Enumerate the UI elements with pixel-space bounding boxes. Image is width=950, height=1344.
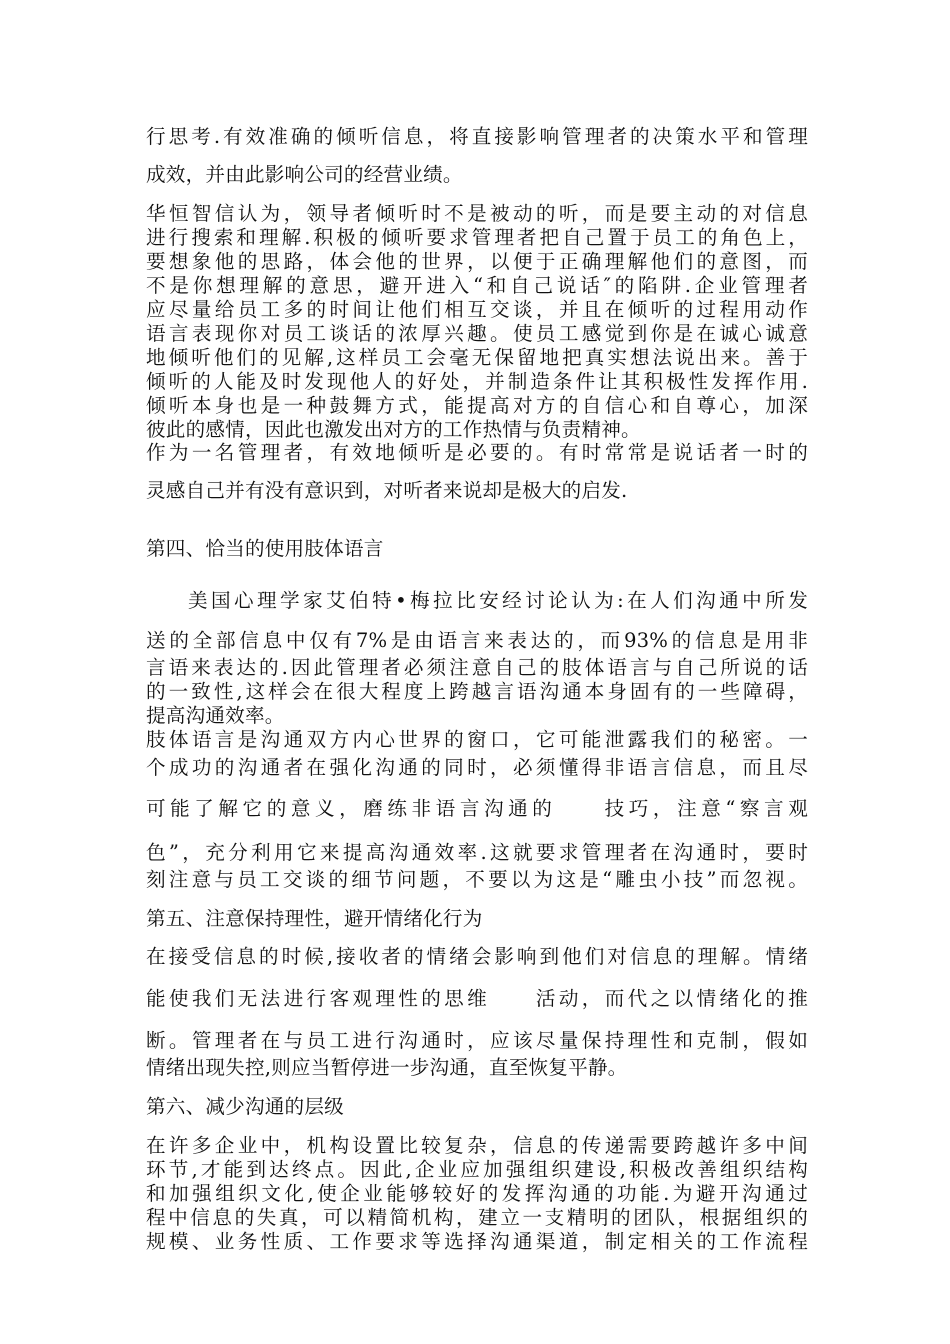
paragraph-body-language-skill <box>146 790 808 828</box>
text-line: 刻注意与员工交谈的细节问题，不要以为这是“雕虫小技”而忽视。 <box>146 868 808 891</box>
paragraph-communication-levels <box>146 1134 808 1254</box>
text-line: 程中信息的失真，可以精简机构，建立一支精明的团队，根据组织的 <box>146 1206 808 1229</box>
text-line: 灵感自己并有没有意识到，对听者来说却是极大的启发. <box>146 479 628 502</box>
paragraph-active-listening <box>146 202 808 442</box>
text-line: 进行搜索和理解.积极的倾听要求管理者把自己置于员工的角色上， <box>146 226 808 249</box>
paragraph-listening-effect <box>146 118 808 194</box>
text-line: 不是你想理解的意思，避开进入“和自己说话″的陷阱.企业管理者 <box>146 274 808 297</box>
text-line: 彼此的感情，因此也激发出对方的工作热情与负责精神。 <box>146 418 641 441</box>
text-line: 送的全部信息中仅有7%是由语言来表达的，而93%的信息是用非 <box>146 629 808 652</box>
text-line: 语言表现你对员工谈话的浓厚兴趣。使员工感觉到你是在诚心诚意 <box>146 322 808 345</box>
text-line: 肢体语言是沟通双方内心世界的窗口，它可能泄露我们的秘密。一 <box>146 728 808 751</box>
text-line: 言语来表达的.因此管理者必须注意自己的肢体语言与自己所说的话 <box>146 656 808 679</box>
text-line: 个成功的沟通者在强化沟通的同时，必须懂得非语言信息，而且尽 <box>146 756 808 779</box>
text-line: 能使我们无法进行客观理性的思维 活动，而代之以情绪化的推 <box>146 987 808 1010</box>
text-line: 色”，充分利用它来提高沟通效率.这就要求管理者在沟通时，要时 <box>146 841 808 864</box>
text-line: 华恒智信认为，领导者倾听时不是被动的听，而是要主动的对信息 <box>146 202 808 225</box>
text-line: 作为一名管理者，有效地倾听是必要的。有时常常是说话者一时的 <box>146 441 808 464</box>
text-line: 行思考.有效准确的倾听信息，将直接影响管理者的决策水平和管理 <box>146 125 808 148</box>
text-line: 可能了解它的意义，磨练非语言沟通的 技巧，注意“察言观 <box>146 797 808 820</box>
section-heading-6: 第六、减少沟通的层级 <box>146 1095 344 1118</box>
text-line: 地倾听他们的见解,这样员工会毫无保留地把真实想法说出来。善于 <box>146 346 808 369</box>
section-heading-4: 第四、恰当的使用肢体语言 <box>146 537 384 560</box>
text-line: 应尽量给员工多的时间让他们相互交谈，并且在倾听的过程用动作 <box>146 298 808 321</box>
text-line: 在接受信息的时候,接收者的情绪会影响到他们对信息的理解。情绪 <box>146 945 808 968</box>
text-line: 要想象他的思路，体会他的世界，以便于正确理解他们的意图，而 <box>146 250 808 273</box>
paragraph-body-language-detail <box>146 838 808 892</box>
document-page <box>146 118 808 1254</box>
text-line: 环节,才能到达终点。因此,企业应加强组织建设,积极改善组织结构 <box>146 1158 808 1181</box>
text-line: 的一致性,这样会在很大程度上跨越言语沟通本身固有的一些障碍， <box>146 680 808 703</box>
text-line: 和加强组织文化,使企业能够较好的发挥沟通的功能.为避开沟通过 <box>146 1182 808 1205</box>
paragraph-emotion-cont <box>146 980 808 1018</box>
text-line: 倾听本身也是一种鼓舞方式，能提高对方的自信心和自尊心，加深 <box>146 394 808 417</box>
text-line: 成效，并由此影响公司的经营业绩。 <box>146 163 463 186</box>
paragraph-body-language-window <box>146 728 808 784</box>
text-line: 倾听的人能及时发现他人的好处，并制造条件让其积极性发挥作用. <box>146 370 808 393</box>
text-line: 在许多企业中，机构设置比较复杂，信息的传递需要跨越许多中间 <box>146 1134 808 1157</box>
paragraph-emotion-end <box>146 1026 808 1080</box>
text-line: 规模、业务性质、工作要求等选择沟通渠道，制定相关的工作流程 <box>146 1230 808 1253</box>
paragraph-emotion <box>146 938 808 976</box>
text-line: 断。管理者在与员工进行沟通时，应该尽量保持理性和克制，假如 <box>146 1029 808 1052</box>
text-line: 美国心理学家艾伯特•梅拉比安经讨论认为:在人们沟通中所发 <box>188 589 808 612</box>
paragraph-manager-listening <box>146 434 808 510</box>
paragraph-body-language-research <box>146 582 808 620</box>
text-line: 情绪出现失控,则应当暂停进一步沟通，直至恢复平静。 <box>146 1056 628 1079</box>
section-heading-5: 第五、注意保持理性，避开情绪化行为 <box>146 907 483 930</box>
paragraph-body-language-research-cont <box>146 626 808 728</box>
text-line: 提高沟通效率。 <box>146 704 285 727</box>
